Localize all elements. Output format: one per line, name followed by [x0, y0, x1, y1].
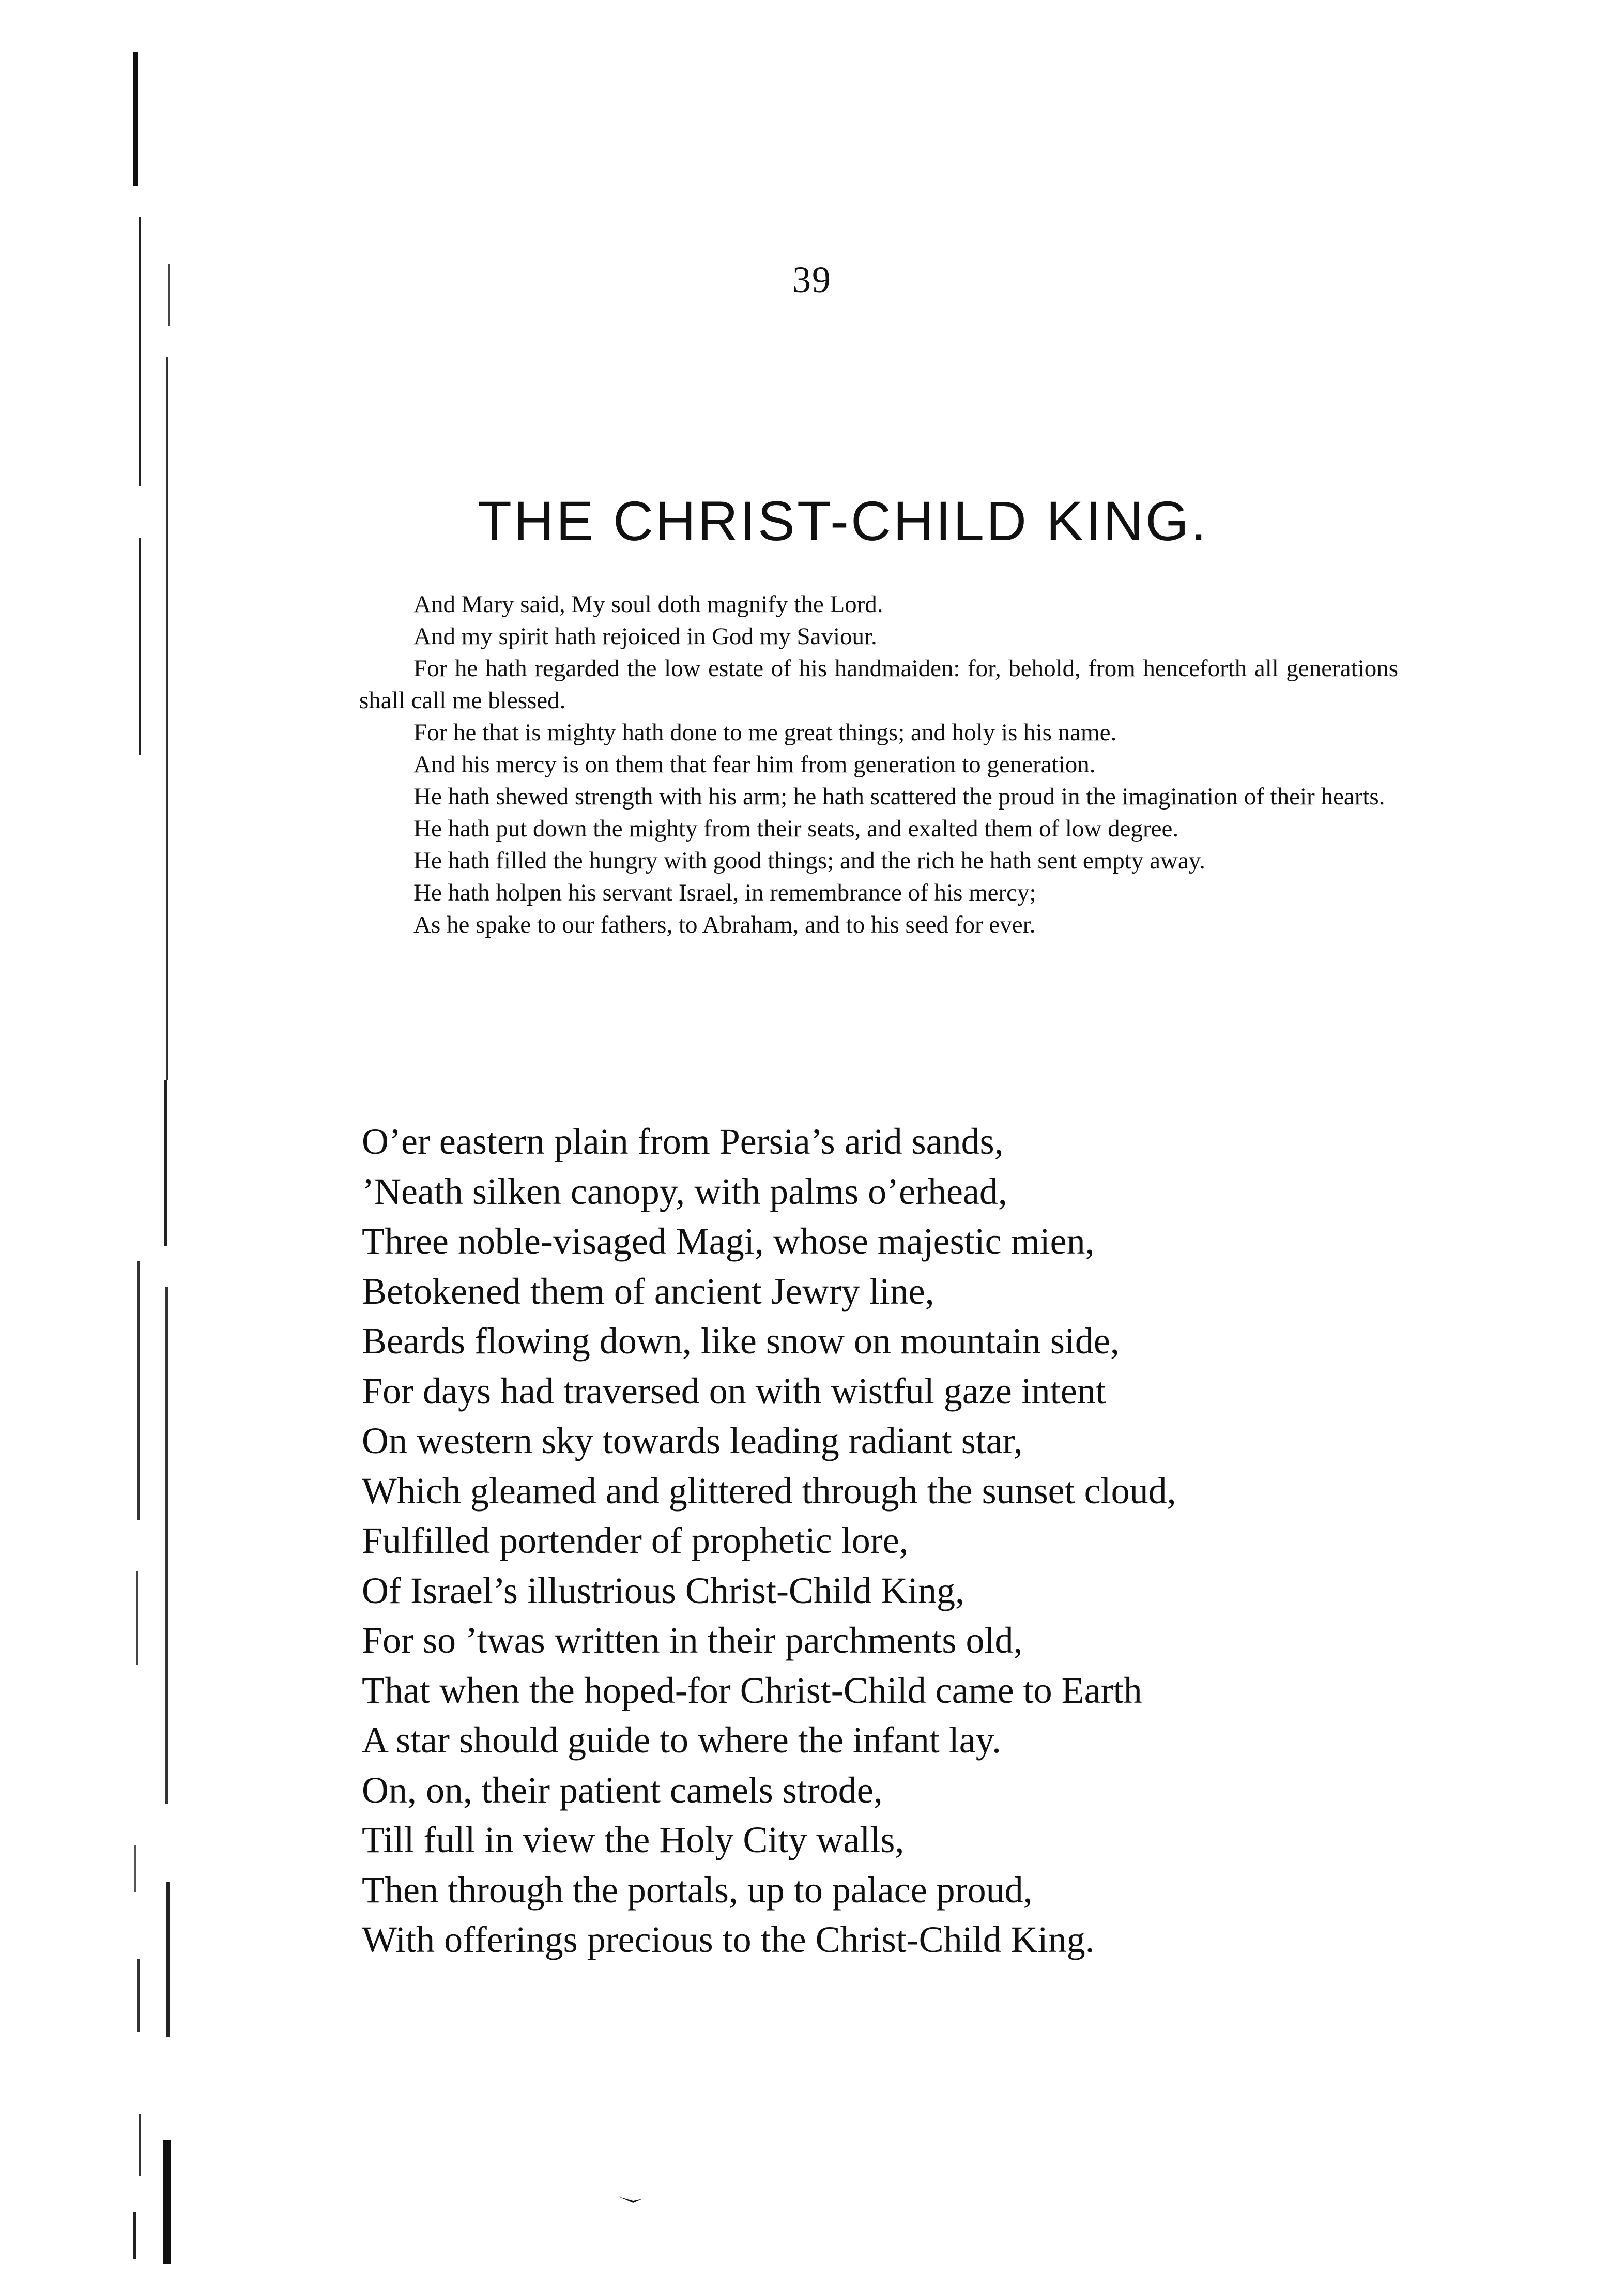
poem-line: A star should guide to where the infant lay. — [362, 1719, 1002, 1761]
epigraph-verse: And his mercy is on them that fear him from generation to generation. — [413, 751, 1096, 778]
poem-body — [362, 1117, 1447, 1965]
binding-edge — [119, 47, 181, 2269]
page-title: THE CHRIST-CHILD KING. — [477, 490, 1209, 552]
poem-line: On, on, their patient camels strode, — [362, 1769, 883, 1811]
poem-line: That when the hoped-for Christ-Child came to Earth — [362, 1669, 1142, 1711]
epigraph-verse: As he spake to our fathers, to Abraham, and to his seed for ever. — [413, 911, 1036, 938]
poem-line: Beards flowing down, like snow on mountain side, — [362, 1320, 1120, 1362]
poem-line: Of Israel’s illustrious Christ-Child King, — [362, 1569, 964, 1611]
epigraph-verse: And my spirit hath rejoiced in God my Saviour. — [413, 623, 877, 650]
epigraph-verse: He hath filled the hungry with good things; and the rich he hath sent empty away. — [413, 847, 1205, 874]
poem-line: With offerings precious to the Christ-Child King. — [362, 1919, 1095, 1960]
scripture-epigraph — [359, 588, 1398, 941]
poem-line: O’er eastern plain from Persia’s arid sands, — [362, 1121, 1004, 1162]
epigraph-verse: He hath holpen his servant Israel, in remembrance of his mercy; — [413, 879, 1036, 906]
epigraph-verse: And Mary said, My soul doth magnify the Lord. — [413, 591, 883, 618]
page-number: 39 — [792, 259, 832, 300]
poem-line: For so ’twas written in their parchments old, — [362, 1620, 1023, 1661]
poem-line: Which gleamed and glittered through the sunset cloud, — [362, 1470, 1176, 1512]
poem-line: Then through the portals, up to palace proud, — [362, 1869, 1033, 1911]
poem-line: Betokened them of ancient Jewry line, — [362, 1270, 934, 1312]
poem-line: On western sky towards leading radiant star, — [362, 1420, 1023, 1461]
epigraph-verse: He hath shewed strength with his arm; he hath scattered the proud in the imagination of their hearts. — [413, 783, 1385, 810]
poem-line: Fulfilled portender of prophetic lore, — [362, 1520, 909, 1561]
epigraph-verse: For he that is mighty hath done to me great things; and holy is his name. — [413, 719, 1117, 746]
poem-line: Till full in view the Holy City walls, — [362, 1819, 905, 1860]
printer-mark — [618, 2194, 644, 2205]
poem-line: For days had traversed on with wistful gaze intent — [362, 1370, 1106, 1412]
poem-line: Three noble-visaged Magi, whose majestic mien, — [362, 1220, 1095, 1262]
epigraph-verse: For he hath regarded the low estate of his handmaiden: for, behold, from henceforth all generations shall call me blessed. — [359, 655, 1398, 714]
poem-line: ’Neath silken canopy, with palms o’erhead, — [362, 1170, 1007, 1212]
epigraph-verse: He hath put down the mighty from their seats, and exalted them of low degree. — [413, 815, 1179, 842]
